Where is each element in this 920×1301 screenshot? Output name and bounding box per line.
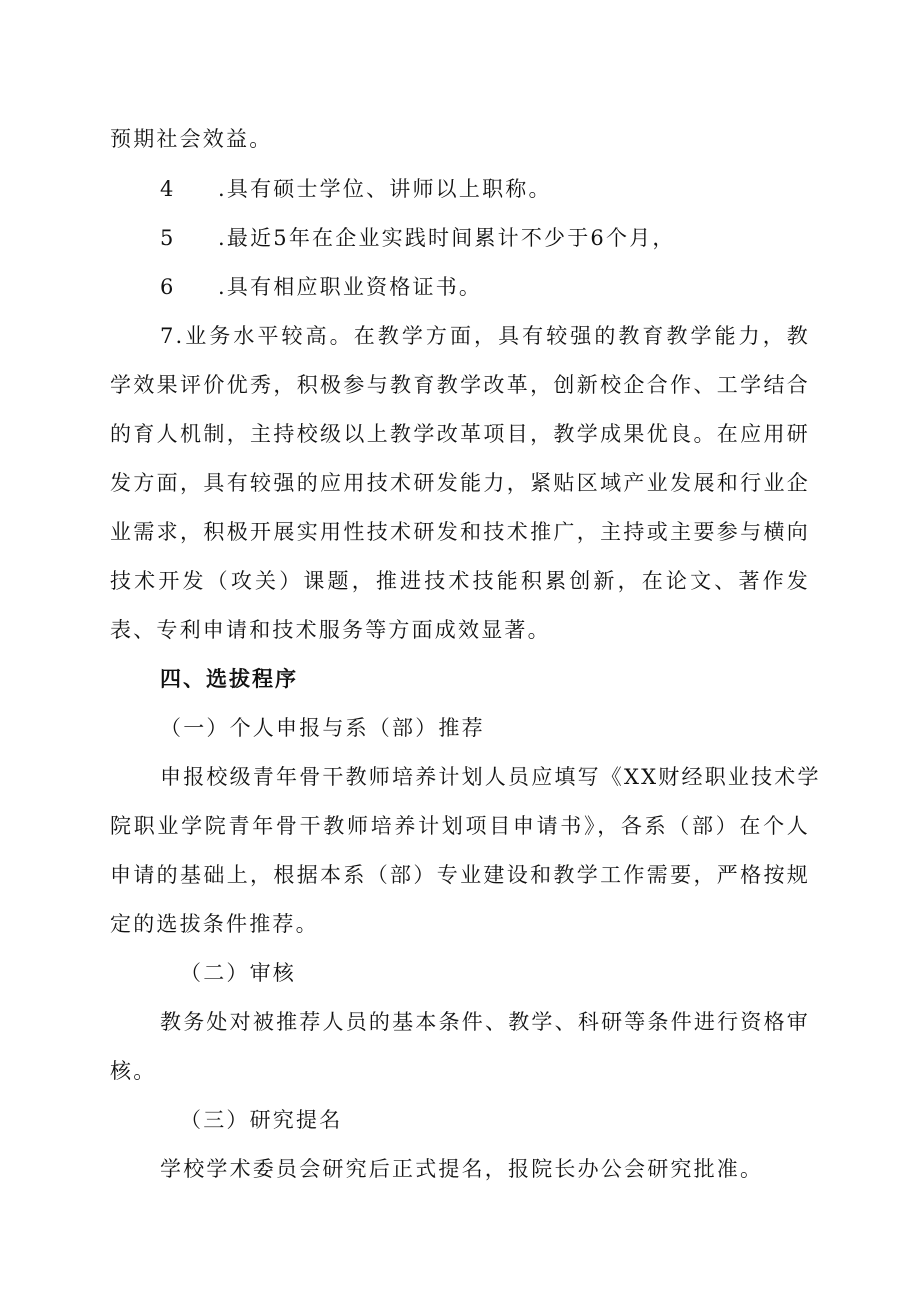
section-heading: 四、选拔程序 bbox=[160, 666, 298, 691]
line-text: 预期社会效益。 bbox=[110, 127, 273, 151]
paragraph-line: 申报校级青年骨干教师培养计划人员应填写《XX财经职业技术学 bbox=[160, 765, 821, 789]
list-text: .最近5年在企业实践时间累计不少于6个月， bbox=[218, 226, 676, 250]
list-text: .具有相应职业资格证书。 bbox=[218, 275, 483, 299]
list-item-5 bbox=[160, 223, 810, 253]
paragraph-line: 7.业务水平较高。在教学方面，具有较强的教育教学能力，教 bbox=[160, 324, 810, 348]
list-item-6 bbox=[160, 272, 810, 302]
paragraph-line: 核。 bbox=[110, 1059, 157, 1083]
subsection-heading: （二）审核 bbox=[180, 961, 296, 985]
list-item-4 bbox=[160, 174, 810, 204]
paragraph-line: 定的选拔条件推荐。 bbox=[110, 912, 319, 936]
subsection-heading: （三）研究提名 bbox=[180, 1108, 343, 1132]
paragraph-line: 申请的基础上，根据本系（部）专业建设和教学工作需要，严格按规 bbox=[110, 863, 810, 887]
paragraph-line: 学校学术委员会研究后正式提名，报院长办公会研究批准。 bbox=[160, 1157, 764, 1181]
list-number: 4 bbox=[160, 177, 176, 201]
list-number: 6 bbox=[160, 275, 176, 299]
paragraph-line: 技术开发（攻关）课题，推进技术技能积累创新，在论文、著作发 bbox=[110, 569, 810, 593]
list-number: 5 bbox=[160, 226, 176, 250]
paragraph-line: 发方面，具有较强的应用技术研发能力，紧贴区域产业发展和行业企 bbox=[110, 471, 810, 495]
paragraph-line: 学效果评价优秀，积极参与教育教学改革，创新校企合作、工学结合 bbox=[110, 373, 810, 397]
paragraph-line: 表、专利申请和技术服务等方面成效显著。 bbox=[110, 618, 551, 642]
paragraph-line: 教务处对被推荐人员的基本条件、教学、科研等条件进行资格审 bbox=[160, 1010, 810, 1034]
paragraph-line: 的育人机制，主持校级以上教学改革项目，教学成果优良。在应用研 bbox=[110, 422, 810, 446]
text-line bbox=[110, 124, 810, 154]
list-text: .具有硕士学位、讲师以上职称。 bbox=[218, 177, 552, 201]
paragraph-line: 业需求，积极开展实用性技术研发和技术推广，主持或主要参与横向 bbox=[110, 520, 810, 544]
paragraph-line: 院职业学院青年骨干教师培养计划项目申请书》，各系（部）在个人 bbox=[110, 814, 810, 838]
subsection-heading: （一）个人申报与系（部）推荐 bbox=[160, 716, 485, 740]
